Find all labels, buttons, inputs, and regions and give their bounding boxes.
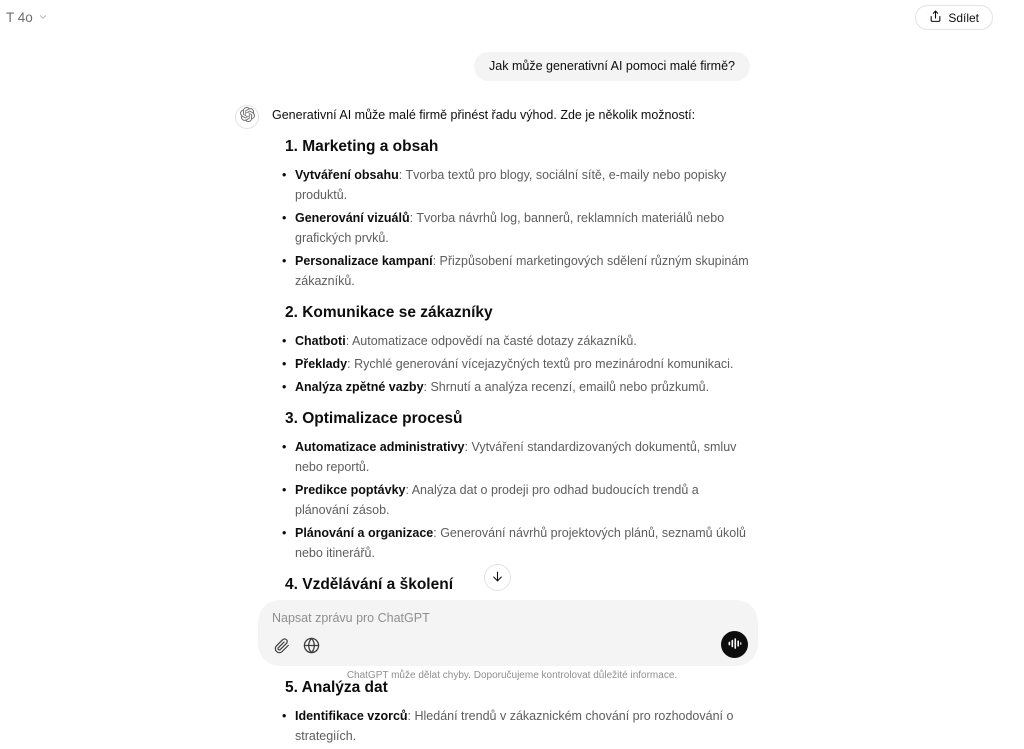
item-desc: : Analýza dat o prodeji pro odhad budoucích trendů a plánování zásob. <box>295 483 699 517</box>
section-heading: 4. Vzdělávání a školení <box>285 576 453 593</box>
list-item <box>281 437 750 477</box>
section-list <box>272 331 750 397</box>
scroll-down-icon <box>491 570 504 586</box>
list-item <box>281 331 750 351</box>
composer-toolbar <box>272 637 321 657</box>
section-heading: 5. Analýza dat <box>285 679 388 696</box>
item-term: Identifikace vzorců <box>295 709 408 723</box>
list-item <box>281 354 750 374</box>
section-heading: 2. Komunikace se zákazníky <box>285 304 493 321</box>
item-term: Vytváření obsahu <box>295 168 399 182</box>
chevron-down-icon <box>38 10 48 25</box>
web-search-button[interactable] <box>301 637 321 657</box>
section-heading: 1. Marketing a obsah <box>285 138 439 155</box>
user-message-row <box>272 52 750 81</box>
attach-file-button[interactable] <box>272 637 292 657</box>
list-item <box>281 377 750 397</box>
item-desc: : Tvorba textů pro blogy, sociální sítě, e-maily nebo popisky produktů. <box>295 168 727 202</box>
list-item <box>281 480 750 520</box>
item-desc: : Generování návrhů projektových plánů, seznamů úkolů nebo itinerářů. <box>295 526 746 560</box>
item-term: Personalizace kampaní <box>295 254 433 268</box>
paperclip-icon <box>274 638 290 657</box>
globe-icon <box>303 637 320 657</box>
item-term: Analýza zpětné vazby <box>295 380 424 394</box>
item-term: Generování vizuálů <box>295 211 410 225</box>
item-desc: : Hledání trendů v zákaznickém chování pro rozhodování o strategiích. <box>295 709 734 743</box>
response-section <box>272 677 750 746</box>
assistant-intro: Generativní AI může malé firmě přinést řadu výhod. Zde je několik možností: <box>272 108 696 122</box>
section-list <box>272 437 750 563</box>
section-list <box>272 165 750 291</box>
section-heading: 3. Optimalizace procesů <box>285 410 463 427</box>
share-icon <box>929 10 942 26</box>
response-section <box>272 136 750 291</box>
share-button[interactable] <box>915 5 993 30</box>
item-desc: : Rychlé generování vícejazyčných textů pro mezinárodní komunikaci. <box>347 357 734 371</box>
scroll-to-bottom-button[interactable] <box>484 564 511 591</box>
item-term: Predikce poptávky <box>295 483 406 497</box>
assistant-avatar <box>235 105 259 129</box>
voice-mode-button[interactable] <box>721 631 748 658</box>
section-list <box>272 706 750 746</box>
share-button-label: Sdílet <box>948 10 979 25</box>
list-item <box>281 523 750 563</box>
list-item <box>281 208 750 248</box>
model-selector[interactable] <box>2 8 52 27</box>
item-desc: : Vytváření standardizovaných dokumentů, smluv nebo reportů. <box>295 440 737 474</box>
response-section <box>272 408 750 563</box>
item-term: Automatizace administrativy <box>295 440 465 454</box>
item-desc: : Shrnutí a analýza recenzí, emailů nebo průzkumů. <box>423 380 710 394</box>
item-term: Plánování a organizace <box>295 526 434 540</box>
item-desc: : Automatizace odpovědí na časté dotazy zákazníků. <box>345 334 637 348</box>
message-composer <box>258 600 758 666</box>
openai-logo-icon <box>240 107 255 127</box>
item-term: Překlady <box>295 357 348 371</box>
model-label: T 4o <box>6 10 33 25</box>
item-desc: : Přizpůsobení marketingových sdělení různým skupinám zákazníků. <box>295 254 749 288</box>
message-input[interactable] <box>272 611 672 631</box>
disclaimer-text: ChatGPT může dělat chyby. Doporučujeme kontrolovat důležité informace. <box>346 670 678 681</box>
response-section <box>272 302 750 397</box>
voice-waveform-icon <box>727 636 742 654</box>
list-item <box>281 165 750 205</box>
user-message-bubble: Jak může generativní AI pomoci malé firmě? <box>474 52 750 81</box>
list-item <box>281 251 750 291</box>
item-desc: : Tvorba návrhů log, bannerů, reklamních materiálů nebo grafických prvků. <box>295 211 725 245</box>
item-term: Chatboti <box>295 334 346 348</box>
list-item <box>281 706 750 746</box>
top-bar <box>0 0 1024 34</box>
